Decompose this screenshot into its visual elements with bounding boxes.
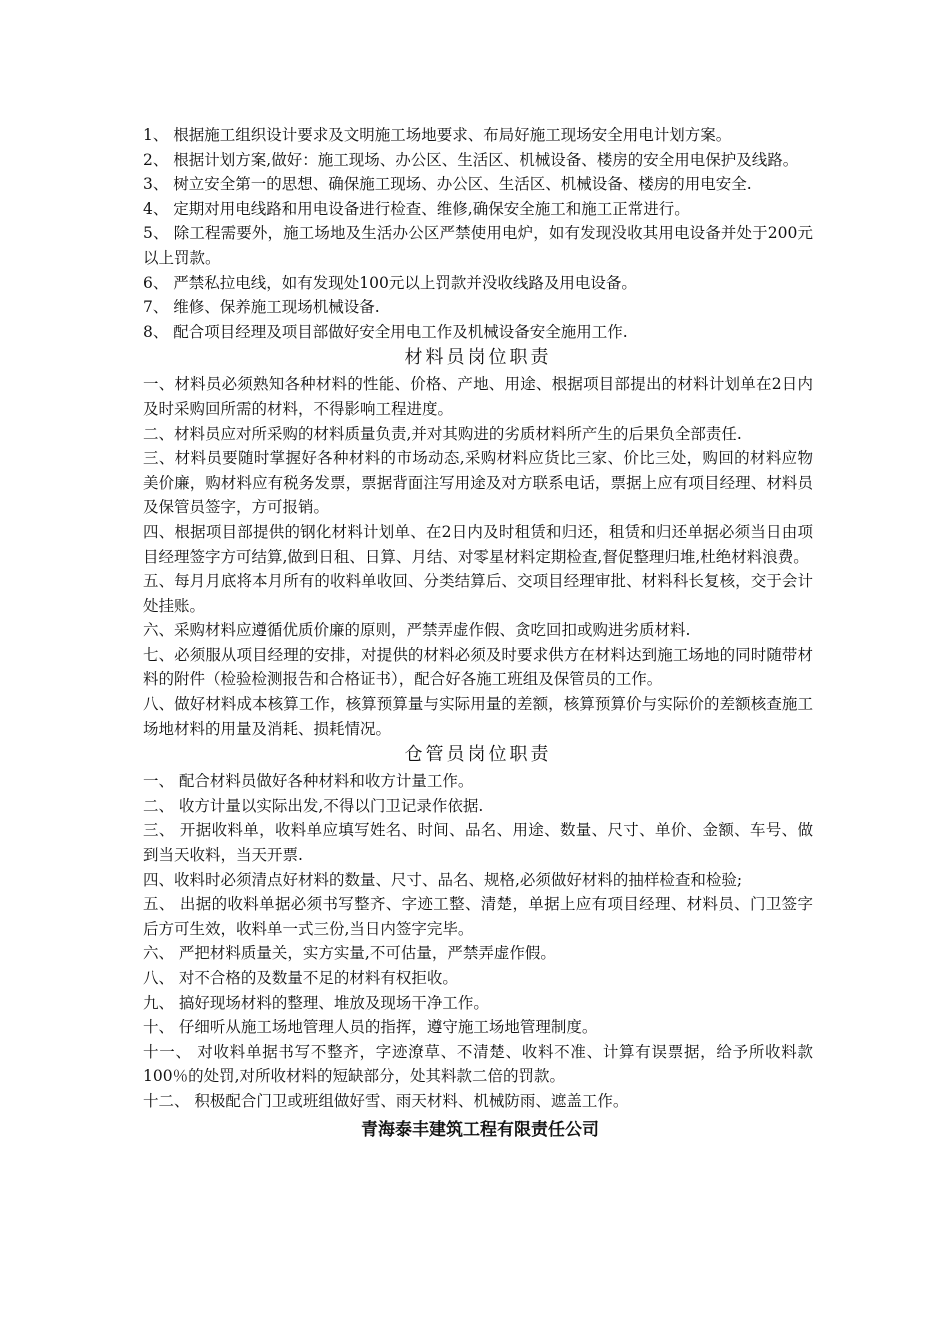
warehouse-keeper-heading: 仓管员岗位职责: [404, 744, 552, 766]
material-clerk-duty-6: 六、采购材料应遵循优质价廉的原则，严禁弄虚作假、贪吃回扣或购进劣质材料.: [143, 621, 691, 640]
electrician-duty-2: 2、 根据计划方案,做好：施工现场、办公区、生活区、机械设备、楼房的安全用电保护及线路。: [143, 150, 799, 169]
warehouse-keeper-duty-9: 九、 搞好现场材料的整理、堆放及现场干净工作。: [143, 993, 489, 1012]
warehouse-keeper-duty-3: 三、 开据收料单，收料单应填写姓名、时间、品名、用途、数量、尺寸、单价、金额、车号、做到当天收料，当天开票.: [143, 821, 813, 865]
electrician-duty-1: 1、 根据施工组织设计要求及文明施工场地要求、布局好施工现场安全用电计划方案。: [143, 126, 732, 144]
material-clerk-duty-2: 二、材料员应对所采购的材料质量负责,并对其购进的劣质材料所产生的后果负全部责任.: [143, 424, 742, 443]
material-clerk-duty-8: 八、做好材料成本核算工作，核算预算量与实际用量的差额，核算预算价与实际价的差额核查施工场地材料的用量及消耗、损耗情况。: [143, 695, 813, 738]
electrician-duty-6: 6、 严禁私拉电线，如有发现处100元以上罚款并没收线路及用电设备。: [143, 273, 637, 292]
warehouse-keeper-duty-8: 八、 对不合格的及数量不足的材料有权拒收。: [143, 969, 458, 987]
material-clerk-duty-3: 三、材料员要随时掌握好各种材料的市场动态,采购材料应货比三家、价比三处，购回的材料应物美价廉，购材料应有税务发票，票据背面注写用途及对方联系电话，票据上应有项目经理、材料员及保管员签字，方可报销。: [143, 449, 813, 517]
material-clerk-heading: 材料员岗位职责: [404, 347, 552, 369]
material-clerk-duty-7: 七、必须服从项目经理的安排，对提供的材料必须及时要求供方在材料达到施工场地的同时随带材料的附件（检验检测报告和合格证书），配合好各施工班组及保管员的工作。: [143, 645, 813, 689]
electrician-duty-4: 4、 定期对用电线路和用电设备进行检查、维修,确保安全施工和施工正常进行。: [143, 199, 690, 218]
material-clerk-duty-4: 四、根据项目部提供的钢化材料计划单、在2日内及时租赁和归还，租赁和归还单据必须当日由项目经理签字方可结算,做到日租、日算、月结、对零星材料定期检查,督促整理归堆,杜绝材料浪费。: [143, 522, 813, 566]
electrician-duty-3: 3、 树立安全第一的思想、确保施工现场、办公区、生活区、机械设备、楼房的用电安全.: [143, 175, 752, 194]
warehouse-keeper-duty-2: 二、 收方计量以实际出发,不得以门卫记录作依据.: [143, 796, 484, 815]
warehouse-keeper-duty-12: 十二、 积极配合门卫或班组做好雪、雨天材料、机械防雨、遮盖工作。: [143, 1091, 629, 1110]
warehouse-keeper-duty-11: 十一、 对收料单据书写不整齐，字迹潦草、不清楚、收料不准、计算有误票据，给予所收料款100％的处罚,对所收材料的短缺部分，处其料款二倍的罚款。: [143, 1042, 813, 1086]
warehouse-keeper-duty-10: 十、 仔细听从施工场地管理人员的指挥，遵守施工场地管理制度。: [143, 1018, 598, 1037]
warehouse-keeper-duty-4: 四、收料时必须清点好材料的数量、尺寸、品名、规格,必须做好材料的抽样检查和检验;: [143, 870, 743, 889]
electrician-duty-7: 7、 维修、保养施工现场机械设备.: [143, 298, 380, 317]
material-clerk-duty-1: 一、材料员必须熟知各种材料的性能、价格、产地、用途、根据项目部提出的材料计划单在2日内及时采购回所需的材料，不得影响工程进度。: [143, 375, 813, 418]
document-body: [143, 123, 813, 1146]
company-name: 青海泰丰建筑工程有限责任公司: [361, 1119, 599, 1140]
electrician-duty-5: 5、 除工程需要外，施工场地及生活办公区严禁使用电炉，如有发现没收其用电设备并处于200元以上罚款。: [143, 224, 813, 267]
electrician-duty-8: 8、 配合项目经理及项目部做好安全用电工作及机械设备安全施用工作.: [143, 322, 628, 341]
warehouse-keeper-duty-5: 五、 出据的收料单据必须书写整齐、字迹工整、清楚，单据上应有项目经理、材料员、门卫签字后方可生效，收料单一式三份,当日内签字完毕。: [143, 895, 813, 938]
material-clerk-duty-5: 五、每月月底将本月所有的收料单收回、分类结算后、交项目经理审批、材料科长复核，交于会计处挂账。: [143, 572, 813, 615]
warehouse-keeper-duty-1: 一、 配合材料员做好各种材料和收方计量工作。: [143, 772, 474, 791]
warehouse-keeper-duty-6: 六、 严把材料质量关，实方实量,不可估量，严禁弄虚作假。: [143, 944, 556, 963]
